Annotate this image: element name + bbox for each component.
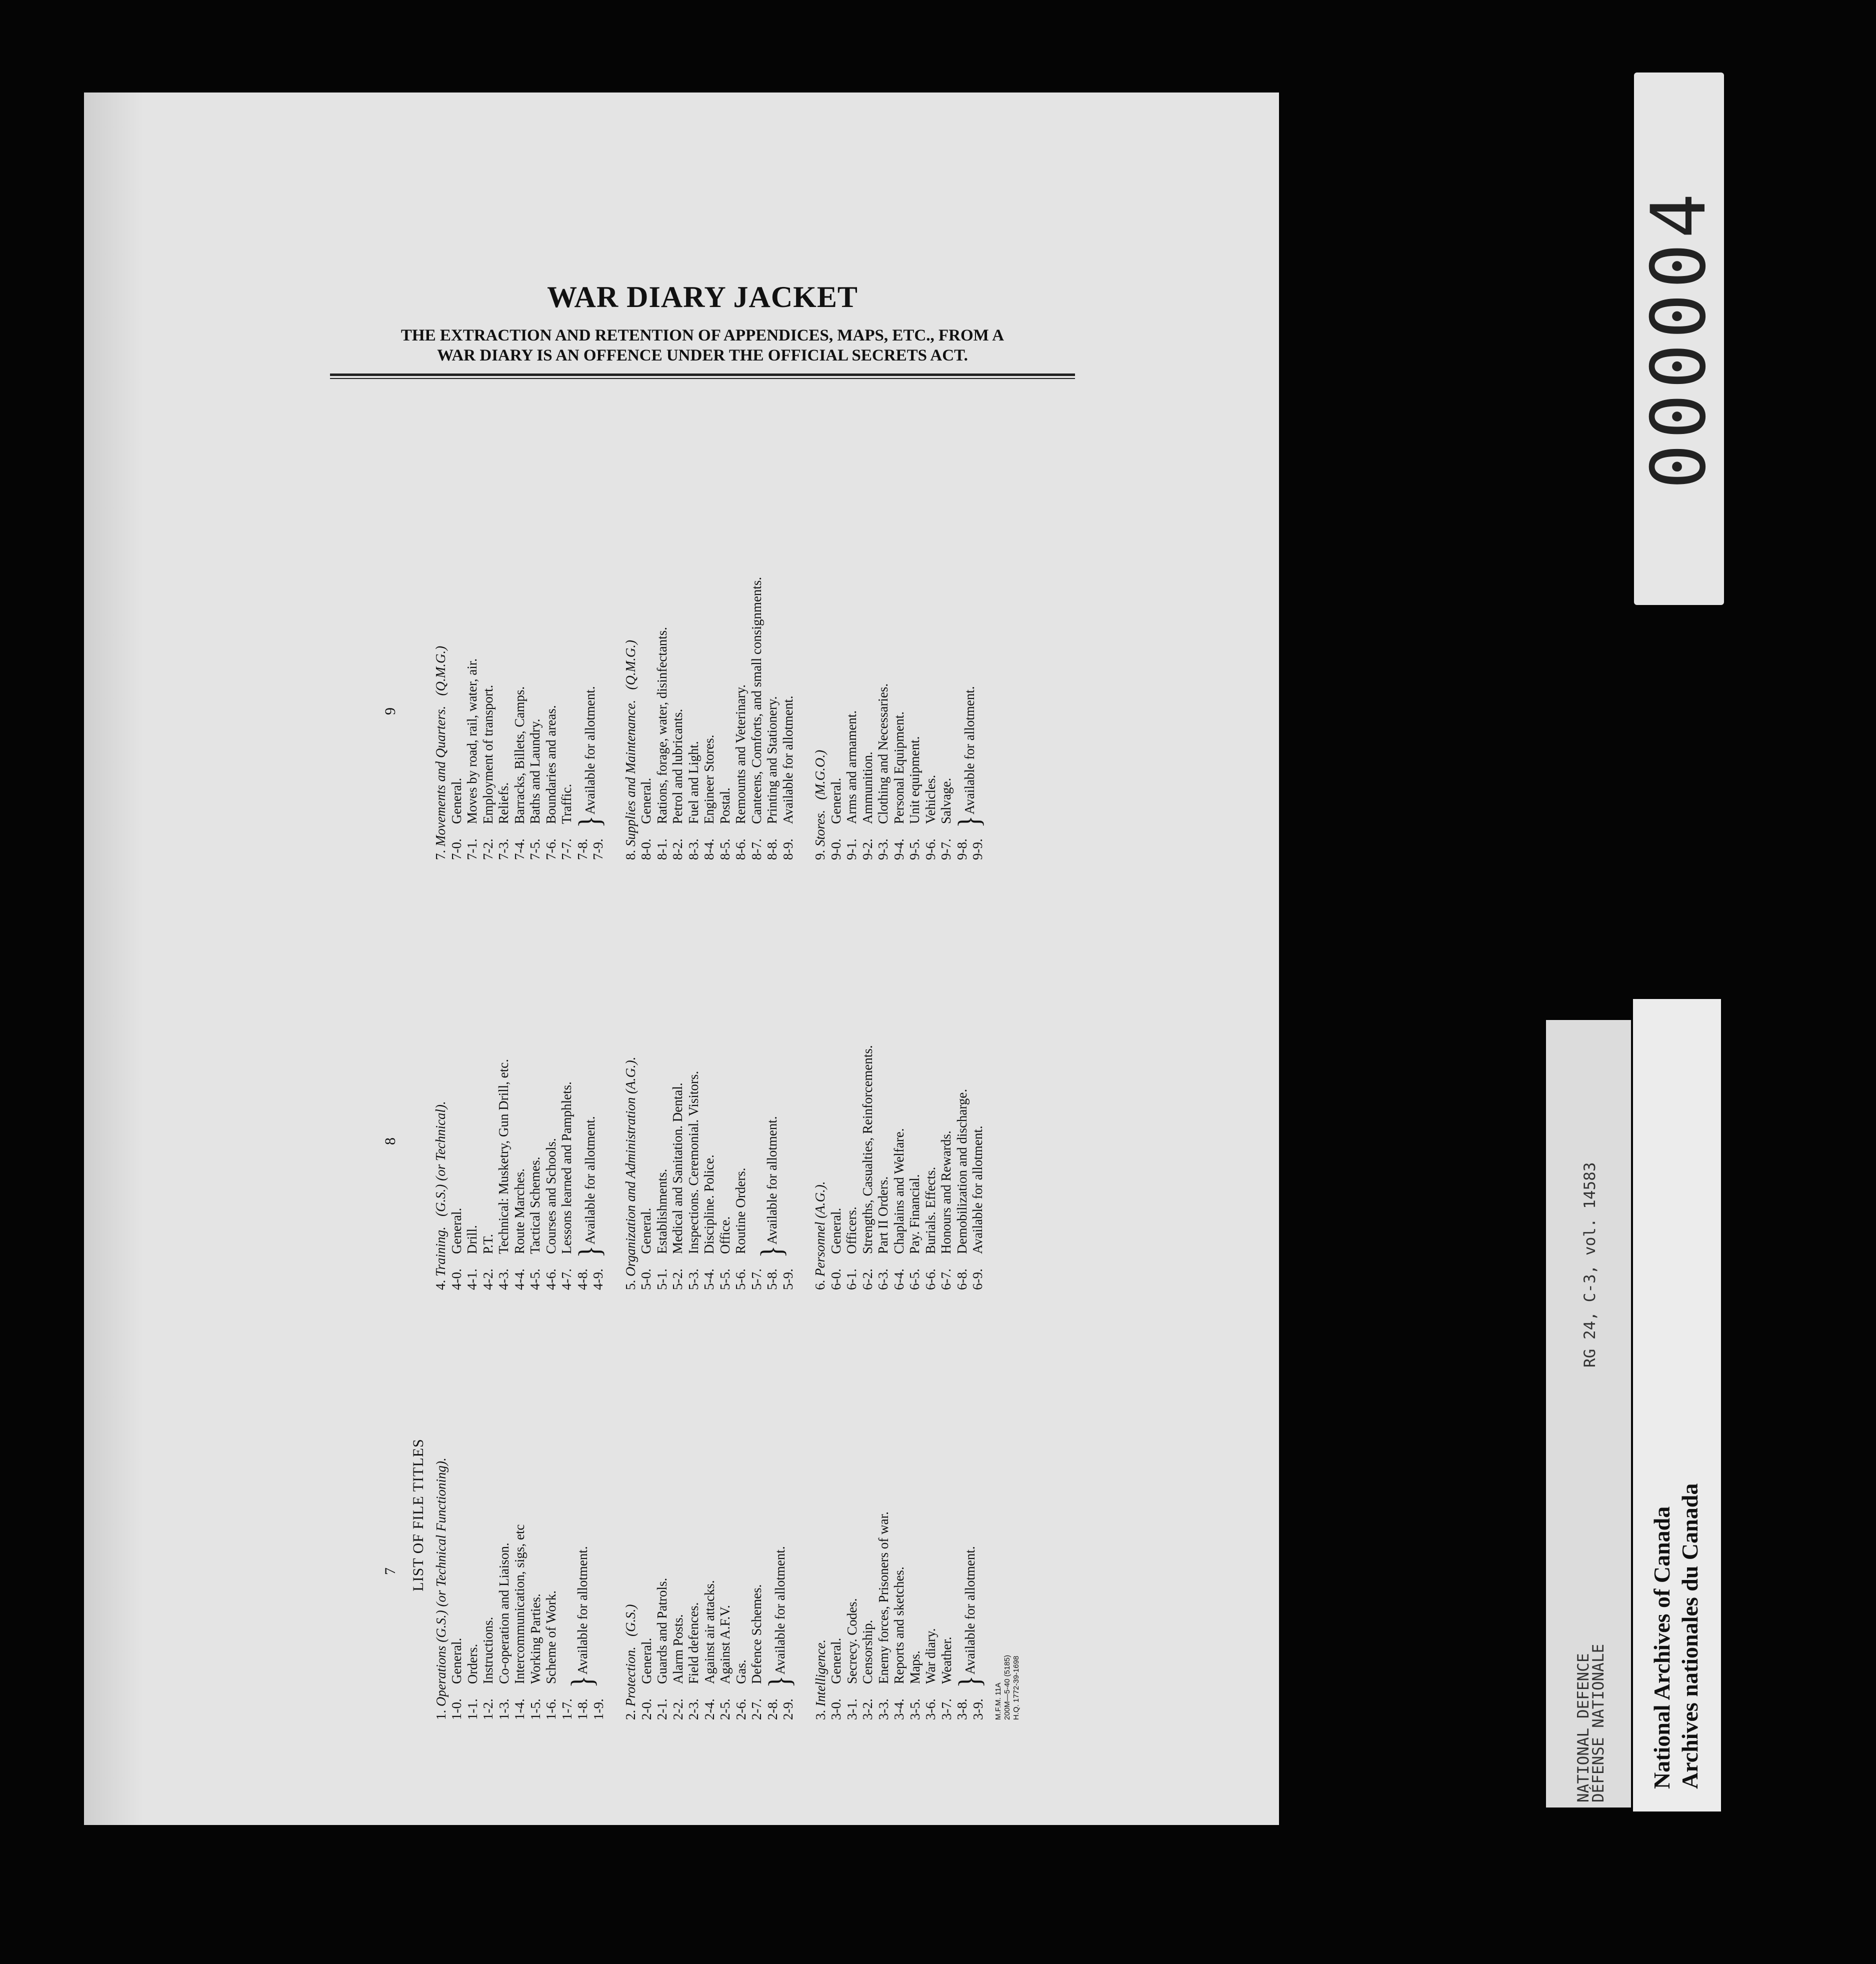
list-item: 4-7.Lessons learned and Pamphlets. — [559, 1082, 574, 1290]
warning-line-2: WAR DIARY IS AN OFFENCE UNDER THE OFFICIAL SECRETS ACT. — [437, 346, 968, 364]
list-item: 9-3.Clothing and Necessaries. — [876, 683, 890, 860]
list-item: 6-5.Pay. Financial. — [907, 1174, 922, 1290]
document-title: WAR DIARY JACKET — [547, 280, 858, 314]
page-fold-shadow — [84, 92, 144, 1825]
section-5-organization: 5. Organization and Administration (A.G.). 5-0.General. 5-1.Establishments. 5-2.Medical and Sanitation. Dental. 5-3.Inspections. Ceremonial. Visitors. 5-4.Discipline. Police. 5-5.Office. 5-6.Routine Orders. 5-7. 5-8. 5-9. } Available for allotment. — [623, 880, 796, 1290]
list-item: 9-2.Ammunition. — [860, 752, 875, 860]
list-item: 8-2.Petrol and lubricants. — [670, 708, 685, 860]
section-8-supplies: 8. Supplies and Maintenance. (Q.M.G.) 8-0.General. 8-1.Rations, forage, water, disinfectants. 8-2.Petrol and lubricants. 8-3.Fuel and Light. 8-4.Engineer Stores. 8-5.Postal. 8-6.Remounts and Veterinary. 8-7.Canteens, Comforts, and small consignments. 8-8.Printing and Stationery. 8-9.Available for allotment. — [623, 450, 796, 860]
list-of-file-titles: LIST OF FILE TITLES — [410, 1438, 426, 1592]
list-item: 9-1.Arms and armament. — [844, 710, 859, 860]
brace-icon: } — [763, 1676, 798, 1688]
list-item: 5-6.Routine Orders. — [733, 1168, 748, 1290]
list-item: 2-0.General. — [638, 1638, 654, 1720]
brace-icon: } — [565, 1676, 600, 1688]
list-item: 4-1.Drill. — [464, 1225, 480, 1290]
list-item: 3-0.General. — [828, 1638, 844, 1720]
list-item: 4-2.P.T. — [480, 1234, 496, 1290]
list-item: 5-0.General. — [638, 1208, 654, 1290]
list-item: 6-6.Burials. Effects. — [922, 1166, 938, 1290]
list-item: 6-0.General. — [828, 1208, 844, 1290]
list-item: 7-0.General. — [448, 778, 464, 860]
list-item: 1-2.Instructions. — [480, 1616, 496, 1720]
section-3-intelligence: 3. Intelligence. 3-0.General. 3-1.Secrecy. Codes. 3-2.Censorship. 3-3.Enemy forces, Prisoners of war. 3-4.Reports and sketches. 3-5.Maps. 3-6.War diary. 3-7.Weather. 3-8. 3-9. } Available for allotment. M.F.M. 11A 200M—5-40 (5185) H.Q. 1772-39-1698 — [813, 1310, 1022, 1720]
list-item: 6-7.Honours and Rewards. — [938, 1130, 954, 1290]
list-item: 5-3.Inspections. Ceremonial. Visitors. — [686, 1070, 701, 1290]
list-item: 5-1.Establishments. — [654, 1168, 670, 1290]
list-item: 8-6.Remounts and Veterinary. — [733, 684, 748, 860]
list-item: 3-1.Secrecy. Codes. — [844, 1598, 860, 1720]
list-item: 1-1.Orders. — [464, 1644, 480, 1720]
list-item: 6-3.Part II Orders. — [876, 1176, 890, 1290]
double-rule — [330, 374, 1075, 379]
file-titles-rotated-block — [382, 430, 1082, 1720]
list-item: 8-3.Fuel and Light. — [686, 741, 701, 860]
list-item: 5-4.Discipline. Police. — [702, 1154, 716, 1290]
list-item: 6-1.Officers. — [844, 1206, 859, 1290]
warning-line-1: THE EXTRACTION AND RETENTION OF APPENDICES, MAPS, ETC., FROM A — [400, 326, 1004, 344]
list-item: 8-0.General. — [638, 778, 654, 860]
brace-group: 9-8. 9-9. } Available for allotment. — [952, 686, 987, 860]
list-item: 9-7.Salvage. — [938, 778, 954, 860]
brace-group: 5-7. 5-8. 5-9. } Available for allotment. — [748, 1116, 796, 1290]
archives-name-en: National Archives of Canada — [1649, 1506, 1674, 1789]
section-1-operations: 1. Operations (G.S.) (or Technical Functioning). 1-0.General. 1-1.Orders. 1-2.Instructions. 1-3.Co-operation and Liaison. 1-4.Intercommunication, sigs, etc 1-5.Working Parties. 1-6.Scheme of Work. 1-7. 1-8. 1-9. } Available for allotment. — [434, 1310, 607, 1720]
list-item: 7-2.Employment of transport. — [480, 684, 496, 860]
page-number-8: 8 — [382, 1138, 398, 1145]
list-item: 4-6.Courses and Schools. — [543, 1138, 558, 1290]
list-item: 1-4.Intercommunication, sigs, etc — [512, 1524, 527, 1720]
record-group-reference: RG 24, C-3, vol. 14583 — [1581, 1162, 1599, 1368]
section-title: Operations (G.S.) (or Technical Functioning). — [433, 1458, 448, 1706]
archives-name-fr: Archives nationales du Canada — [1677, 1483, 1702, 1789]
form-footnote: M.F.M. 11A 200M—5-40 (5185) H.Q. 1772-39-1698 — [994, 1654, 1020, 1720]
list-item: 2-4.Against air attacks. — [702, 1580, 717, 1720]
list-item: 7-4.Barracks, Billets, Camps. — [512, 686, 527, 860]
secrets-act-warning — [330, 326, 1075, 366]
list-item: 4-0.General. — [448, 1208, 464, 1290]
list-item: 4-5.Tactical Schemes. — [528, 1156, 542, 1290]
section-4-training: 4. Training. (G.S.) (or Technical). 4-0.General. 4-1.Drill. 4-2.P.T. 4-3.Technical: Musketry, Gun Drill, etc. 4-4.Route Marches. 4-5.Tactical Schemes. 4-6.Courses and Schools. 4-7.Lessons learned and Pamphlets. 4-8. 4-9. } Available for allotment. — [433, 880, 606, 1290]
brace-icon: } — [573, 1246, 608, 1258]
section-items — [449, 1310, 560, 1720]
list-item: 1-0.General. — [449, 1638, 464, 1720]
column-page-7 — [382, 1310, 1038, 1720]
list-item: 1-5.Working Parties. — [528, 1594, 543, 1720]
list-item: 7-5.Baths and Laundry. — [528, 718, 542, 860]
list-item: 3-4.Reports and sketches. — [892, 1566, 906, 1720]
list-item: 8-1.Rations, forage, water, disinfectants. — [654, 626, 670, 860]
column-page-9 — [382, 450, 1002, 860]
brace-group: 4-8. 4-9. } Available for allotment. — [573, 1116, 608, 1290]
reference-label-text — [1546, 1020, 1631, 1808]
list-item: 4-4.Route Marches. — [512, 1168, 527, 1290]
brace-group: 3-8. 3-9. } Available for allotment. — [952, 1546, 988, 1720]
column-page-8 — [382, 880, 1002, 1290]
list-item: 7-3.Reliefs. — [496, 782, 511, 860]
brace-group: 1-7. 1-8. 1-9. } Available for allotment. — [559, 1546, 606, 1720]
list-item: 1-3.Co-operation and Liaison. — [496, 1542, 512, 1720]
list-item: 2-5.Against A.F.V. — [718, 1605, 732, 1720]
list-item: 5-5.Office. — [717, 1216, 732, 1290]
list-item: 5-2.Medical and Sanitation. Dental. — [670, 1082, 685, 1290]
section-6-personnel: 6. Personnel (A.G.). 6-0.General. 6-1.Officers. 6-2.Strengths, Casualties, Reinforcements. 6-3.Part II Orders. 6-4.Chaplains and Welfare. 6-5.Pay. Financial. 6-6.Burials. Effects. 6-7.Honours and Rewards. 6-8.Demobilization and discharge. 6-9.Available for allotment. — [812, 880, 986, 1290]
list-item: 7-1.Moves by road, rail, water, air. — [464, 658, 480, 860]
brace-icon: } — [952, 1676, 988, 1688]
section-9-stores: 9. Stores. (M.G.O.) 9-0.General. 9-1.Arms and armament. 9-2.Ammunition. 9-3.Clothing and Necessaries. 9-4.Personal Equipment. 9-5.Unit equipment. 9-6.Vehicles. 9-7.Salvage. 9-8. 9-9. } Available for allotment. — [812, 450, 986, 860]
list-item: 3-5.Maps. — [907, 1650, 922, 1720]
list-item: 2-2.Alarm Posts. — [670, 1614, 686, 1720]
section-7-movements: 7. Movements and Quarters. (Q.M.G.) 7-0.General. 7-1.Moves by road, rail, water, air. 7-2.Employment of transport. 7-3.Reliefs. 7-4.Barracks, Billets, Camps. 7-5.Baths and Laundry. 7-6.Boundaries and areas. 7-7.Traffic. 7-8. 7-9. } Available for allotment. — [433, 450, 606, 860]
list-item: 4-3.Technical: Musketry, Gun Drill, etc. — [496, 1059, 511, 1290]
list-item: 8-5.Postal. — [717, 788, 732, 860]
brace-icon: } — [573, 816, 608, 828]
list-item: 1-6.Scheme of Work. — [544, 1590, 558, 1720]
list-item: 7-6.Boundaries and areas. — [543, 705, 558, 860]
page-number-7: 7 — [382, 1568, 398, 1575]
brace-group: 2-8. 2-9. } Available for allotment. — [763, 1546, 798, 1720]
list-item: 9-5.Unit equipment. — [907, 736, 922, 860]
list-item: 3-2.Censorship. — [860, 1620, 875, 1720]
list-item: 8-7.Canteens, Comforts, and small consignments. — [748, 576, 764, 860]
frame-number: 000004 — [1636, 188, 1722, 490]
brace-group: 7-8. 7-9. } Available for allotment. — [573, 686, 608, 860]
list-item: 8-8.Printing and Stationery. — [764, 696, 780, 860]
document-header — [330, 280, 1075, 379]
list-item: 9-4.Personal Equipment. — [891, 712, 906, 860]
list-item: 6-9.Available for allotment. — [970, 1126, 985, 1290]
list-item: 9-0.General. — [828, 778, 844, 860]
national-defence-label: NATIONAL DEFENCE DÉFENSE NATIONALE — [1574, 1644, 1608, 1802]
list-item: 6-4.Chaplains and Welfare. — [891, 1128, 906, 1290]
list-item: 2-3.Field defences. — [686, 1602, 701, 1720]
list-item: 3-7.Weather. — [938, 1636, 954, 1720]
list-item: 3-3.Enemy forces, Prisoners of war. — [876, 1512, 891, 1720]
list-item: 9-6.Vehicles. — [922, 774, 938, 860]
brace-icon: } — [952, 816, 987, 828]
list-item: 3-6.War diary. — [923, 1628, 938, 1720]
archives-label-text — [1633, 999, 1721, 1812]
list-item: 6-8.Demobilization and discharge. — [954, 1088, 970, 1290]
section-2-protection: 2. Protection. (G.S.) 2-0.General. 2-1.Guards and Patrols. 2-2.Alarm Posts. 2-3.Field defences. 2-4.Against air attacks. 2-5.Against A.F.V. 2-6.Gas. 2-7.Defence Schemes. 2-8. 2-9. } Available for allotment. — [623, 1310, 796, 1720]
list-item: 2-7.Defence Schemes. — [749, 1584, 764, 1720]
list-item: 2-6.Gas. — [733, 1660, 748, 1720]
list-item: 6-2.Strengths, Casualties, Reinforcements. — [860, 1045, 875, 1290]
list-item: 8-9.Available for allotment. — [780, 696, 796, 860]
brace-icon: } — [754, 1246, 790, 1258]
list-item: 8-4.Engineer Stores. — [702, 734, 716, 860]
list-item: 7-7.Traffic. — [559, 784, 574, 860]
page-number-9: 9 — [382, 708, 398, 715]
list-item: 2-1.Guards and Patrols. — [654, 1578, 670, 1720]
